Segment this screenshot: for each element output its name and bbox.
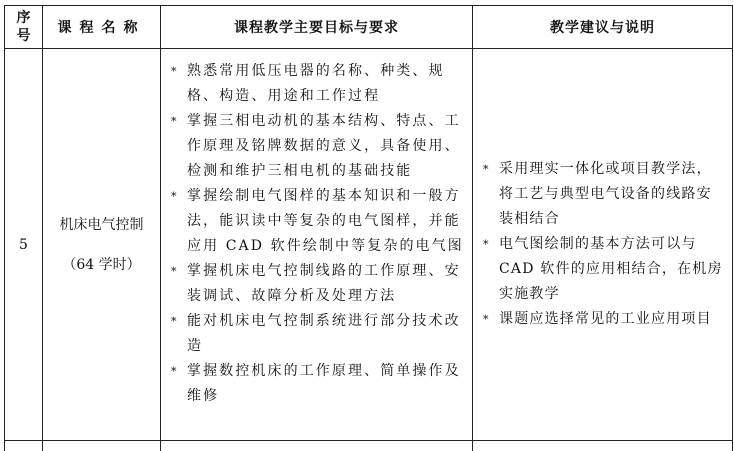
row-course-name-cell [43, 49, 161, 441]
bullet-star-icon: * [483, 157, 490, 182]
table-row [5, 49, 733, 441]
row-advice-cell [473, 49, 733, 441]
course-table [4, 5, 733, 451]
row-course-hours: （64 学时） [43, 251, 160, 279]
row-goals-cell [161, 49, 473, 441]
row-seq: 5 [5, 49, 43, 441]
header-goals: 课程教学主要目标与要求 [161, 6, 473, 49]
bullet-star-icon: * [483, 307, 490, 332]
bullet-star-icon: * [171, 259, 179, 284]
goal-item: * 掌握绘制电气图样的基本知识和一般方法，能识读中等复杂的电气图样，并能应用 CAD 软件绘制中等复杂的电气图 [187, 184, 466, 259]
header-row [5, 6, 733, 49]
advice-list [499, 157, 724, 332]
goal-item: * 掌握数控机床的工作原理、简单操作及维修 [187, 359, 466, 409]
bullet-star-icon: * [483, 232, 490, 257]
next-row-partial [5, 441, 733, 451]
goal-item: * 能对机床电气控制系统进行部分技术改造 [187, 309, 466, 359]
header-seq: 序 号 [5, 6, 43, 49]
advice-item: * 电气图绘制的基本方法可以与 CAD 软件的应用相结合，在机房实施教学 [499, 232, 724, 307]
goal-item: * 掌握三相电动机的基本结构、特点、工作原理及铭牌数据的意义，具备使用、检测和维护三相电机的基础技能 [187, 109, 466, 184]
row-course-name: 机床电气控制 [43, 211, 160, 239]
bullet-star-icon: * [171, 309, 179, 334]
header-course-name: 课程名称 [43, 6, 161, 49]
bullet-star-icon: * [171, 109, 179, 134]
bullet-star-icon: * [171, 359, 179, 384]
goals-list [187, 59, 466, 409]
goal-item: * 熟悉常用低压电器的名称、种类、规格、构造、用途和工作过程 [187, 59, 466, 109]
header-advice: 教学建议与说明 [473, 6, 733, 49]
bullet-star-icon: * [171, 184, 179, 209]
advice-item: * 课题应选择常见的工业应用项目 [499, 307, 724, 332]
advice-item: * 采用理实一体化或项目教学法，将工艺与典型电气设备的线路安装相结合 [499, 157, 724, 232]
bullet-star-icon: * [171, 59, 179, 84]
goal-item: * 掌握机床电气控制线路的工作原理、安装调试、故障分析及处理方法 [187, 259, 466, 309]
